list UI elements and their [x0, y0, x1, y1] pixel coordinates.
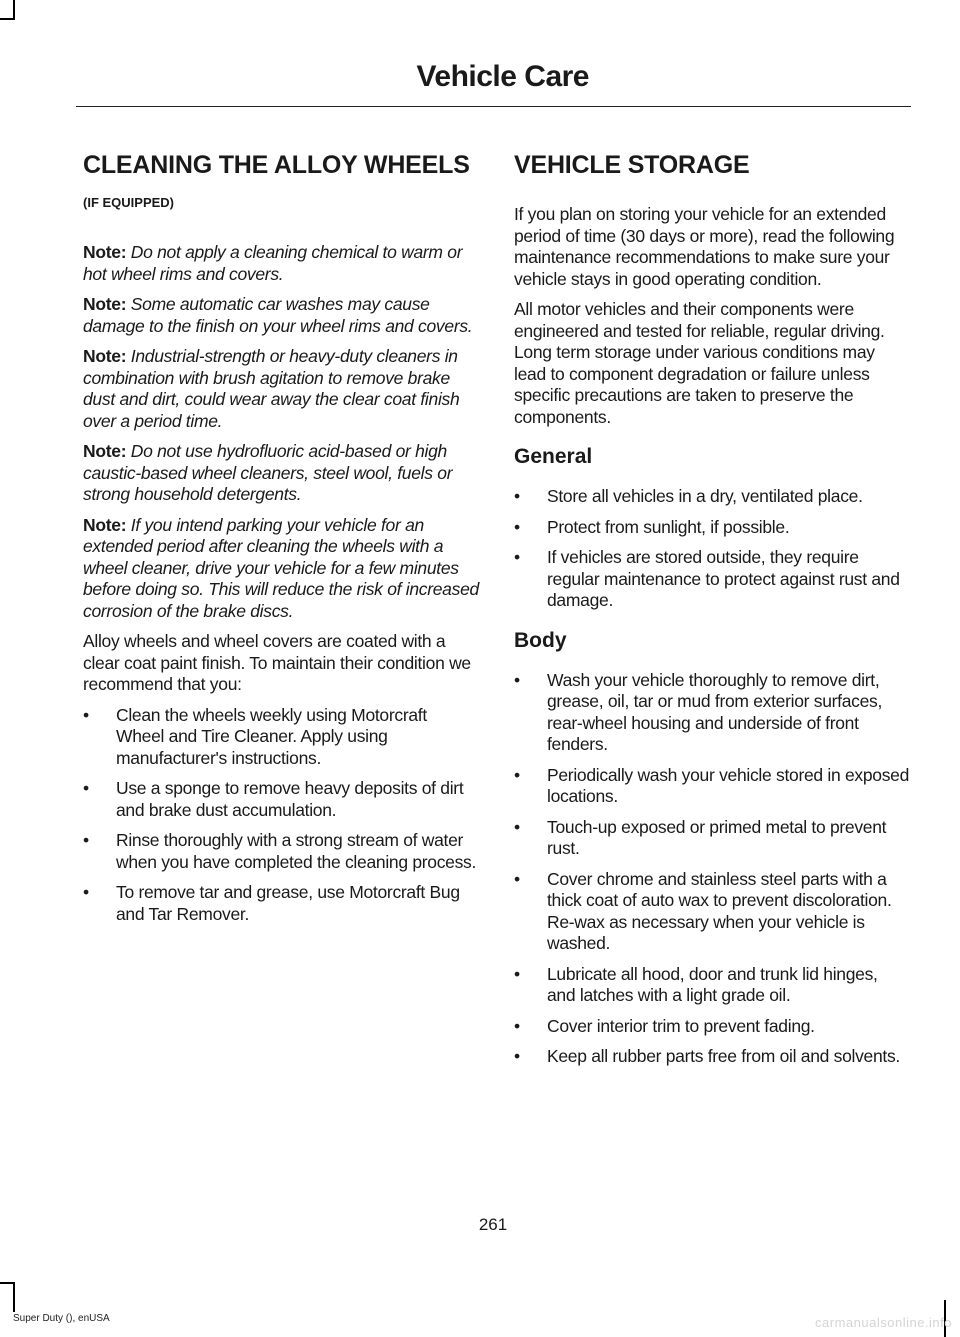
list-item: • Use a sponge to remove heavy deposits of dirt and brake dust accumulation.: [83, 778, 464, 820]
crop-mark-bottom-left: [13, 1282, 15, 1312]
bullet-icon: •: [83, 830, 89, 850]
note-2: [83, 294, 479, 337]
bullet-icon: •: [514, 1015, 520, 1036]
storage-paragraph-1: If you plan on storing your vehicle for an extended period of time (30 days or more), read the following maintenance recommendations to make sure your vehicle stays in good operating condition.: [514, 204, 895, 289]
bullet-icon: •: [83, 704, 89, 725]
note-text: Some automatic car washes may cause damage to the finish on your wheel rims and covers.: [83, 294, 473, 336]
list-item: • Protect from sunlight, if possible.: [514, 516, 790, 537]
storage-paragraph-2: All motor vehicles and their components were engineered and tested for reliable, regular driving. Long term storage under various conditions may lead to component degradation or failure unless specific precautions are taken to preserve the components.: [514, 299, 885, 427]
body-bullet-list: [514, 670, 910, 1068]
left-column: [83, 148, 479, 934]
bullet-icon: •: [514, 816, 520, 837]
list-item: • Cover interior trim to prevent fading.: [514, 1015, 815, 1036]
bullet-icon: •: [514, 547, 520, 567]
bullet-icon: •: [514, 963, 520, 984]
note-label: Note:: [83, 346, 127, 366]
cleaning-bullet-list: [83, 705, 479, 926]
list-item: • Wash your vehicle thoroughly to remove dirt, grease, oil, tar or mud from exterior surfaces, rear-wheel housing and underside of front fenders.: [514, 669, 883, 754]
list-item: • Touch-up exposed or primed metal to prevent rust.: [514, 816, 887, 858]
bullet-icon: •: [514, 486, 520, 506]
note-label: Note:: [83, 294, 127, 314]
page-header-title: Vehicle Care: [416, 60, 589, 93]
cleaning-wheels-heading-text: CLEANING THE ALLOY WHEELS: [83, 151, 470, 179]
list-item: • Clean the wheels weekly using Motorcraft Wheel and Tire Cleaner. Apply using manufacturer's instructions.: [83, 704, 427, 768]
list-item: • Lubricate all hood, door and trunk lid hinges, and latches with a light grade oil.: [514, 963, 878, 1005]
note-label: Note:: [83, 242, 127, 262]
note-text: Do not apply a cleaning chemical to warm or hot wheel rims and covers.: [83, 242, 463, 284]
crop-mark-top-left: [13, 0, 15, 18]
list-item: • If vehicles are stored outside, they require regular maintenance to protect against rust and damage.: [514, 547, 900, 610]
note-text: Industrial-strength or heavy-duty cleaners in combination with brush agitation to remove brake dust and dirt, could wear away the clear coat finish over a period time.: [83, 346, 460, 431]
bullet-icon: •: [514, 868, 520, 889]
cleaning-wheels-heading: [83, 148, 479, 220]
list-item: • Periodically wash your vehicle stored in exposed locations.: [514, 764, 910, 806]
list-item: • Rinse thoroughly with a strong stream of water when you have completed the cleaning process.: [83, 830, 477, 872]
general-bullet-list: [514, 486, 910, 612]
watermark: carmanualsonline.info: [815, 1315, 952, 1330]
list-item: • Store all vehicles in a dry, ventilated place.: [514, 486, 863, 506]
right-column: [514, 148, 910, 1077]
list-item: • Keep all rubber parts free from oil and solvents.: [514, 1046, 900, 1066]
crop-mark-top-left-h: [0, 18, 15, 20]
note-1: [83, 242, 479, 285]
bullet-icon: •: [514, 1046, 520, 1066]
alloy-intro-paragraph: Alloy wheels and wheel covers are coated with a clear coat paint finish. To maintain their condition we recommend that you:: [83, 631, 471, 694]
note-5: [83, 515, 479, 623]
bullet-icon: •: [514, 764, 520, 785]
bullet-icon: •: [514, 516, 520, 537]
footer-edition: Super Duty (), enUSA: [13, 1313, 110, 1324]
note-3: [83, 346, 479, 432]
bullet-icon: •: [83, 778, 89, 798]
list-item: • To remove tar and grease, use Motorcraft Bug and Tar Remover.: [83, 882, 460, 924]
crop-mark-bottom-left-h: [0, 1282, 15, 1284]
note-label: Note:: [83, 514, 127, 535]
note-text: If you intend parking your vehicle for an extended period after cleaning the wheels with a wheel cleaner, drive your vehicle for a few minutes before doing so. This will reduce the risk of increased corrosion of the brake discs.: [83, 514, 479, 621]
bullet-icon: •: [514, 669, 520, 690]
if-equipped-label: (IF EQUIPPED): [83, 195, 175, 210]
header-divider: [76, 106, 911, 107]
page-number: 261: [478, 1215, 508, 1234]
vehicle-storage-heading: VEHICLE STORAGE: [514, 151, 750, 179]
note-label: Note:: [83, 441, 127, 461]
list-item: • Cover chrome and stainless steel parts with a thick coat of auto wax to prevent discoloration. Re-wax as necessary when your vehicle is washed.: [514, 868, 892, 953]
body-heading: Body: [514, 628, 567, 652]
note-4: [83, 441, 479, 506]
bullet-icon: •: [83, 882, 89, 902]
general-heading: General: [514, 445, 593, 468]
note-text: Do not use hydrofluoric acid-based or high caustic-based wheel cleaners, steel wool, fuels or strong household detergents.: [83, 441, 453, 504]
